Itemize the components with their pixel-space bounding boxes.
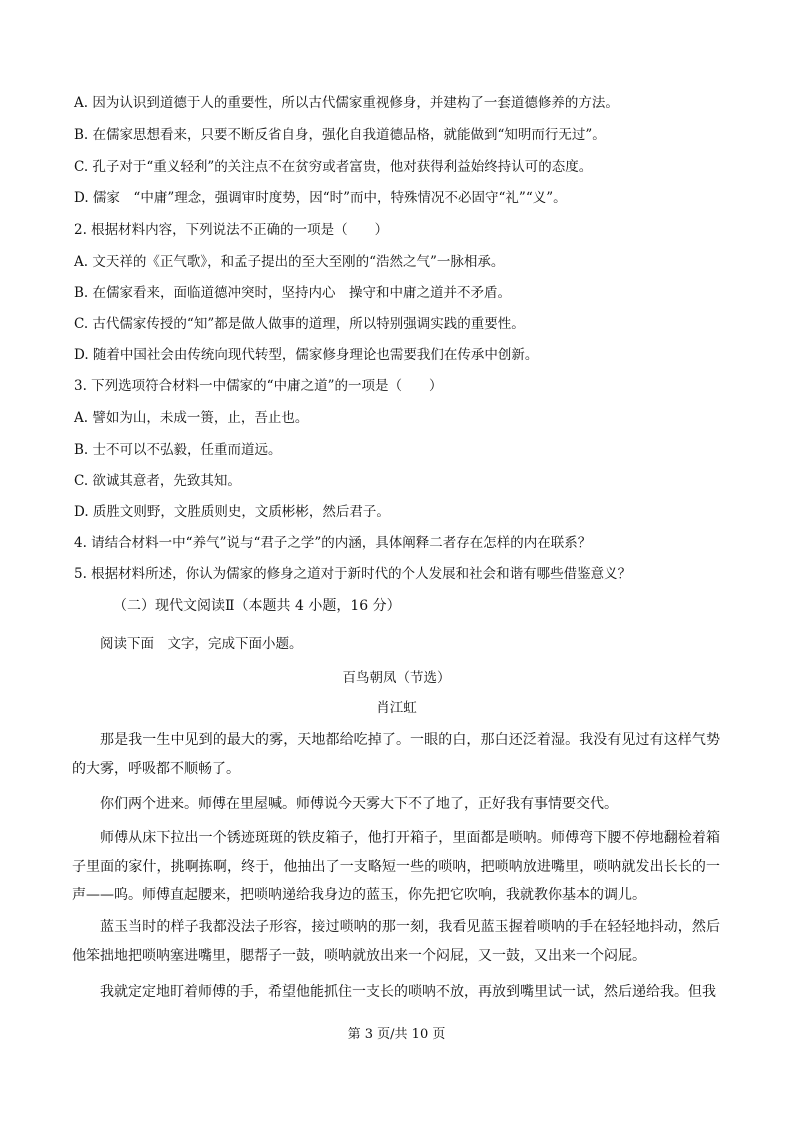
q2-option-d: D. 随着中国社会由传统向现代转型，儒家修身理论也需要我们在传承中创新。 xyxy=(74,347,539,363)
q3-option-d: D. 质胜文则野，文胜质则史，文质彬彬，然后君子。 xyxy=(74,504,390,520)
q3-stem: 3. 下列选项符合材料一中儒家的“中庸之道”的一项是（ ） xyxy=(74,378,443,394)
q1-option-a: A. 因为认识到道德于人的重要性，所以古代儒家重视修身，并建构了一套道德修养的方法。 xyxy=(74,95,619,111)
q2-option-a: A. 文天祥的《正气歌》，和孟子提出的至大至刚的“浩然之气”一脉相承。 xyxy=(74,254,505,270)
reading-instruction: 阅读下面 文字，完成下面小题。 xyxy=(100,636,303,652)
question-5: 5. 根据材料所述，你认为儒家的修身之道对于新时代的个人发展和社会和谐有哪些借鉴意义？ xyxy=(74,566,632,582)
q1-option-b: B. 在儒家思想看来，只要不断反省自身，强化自我道德品格，就能做到“知明而行无过”。 xyxy=(74,127,606,143)
q2-option-b: B. 在儒家看来，面临道德冲突时，坚持内心 操守和中庸之道并不矛盾。 xyxy=(74,285,512,301)
story-author: 肖江虹 xyxy=(376,700,417,716)
q2-option-c: C. 古代儒家传授的“知”都是做人做事的道理，所以特别强调实践的重要性。 xyxy=(74,316,525,332)
q2-stem: 2. 根据材料内容，下列说法不正确的一项是（ ） xyxy=(74,222,389,238)
question-4: 4. 请结合材料一中“养气”说与“君子之学”的内涵，具体阐释二者存在怎样的内在联系？ xyxy=(74,535,592,551)
section-heading: （二）现代文阅读Ⅱ（本题共 4 小题，16 分） xyxy=(113,598,401,614)
story-paragraph: 师傅从床下拉出一个锈迹斑斑的铁皮箱子，他打开箱子，里面都是唢呐。师傅弯下腰不停地翻检着箱子里面的家什，挑啊拣啊，终于，他抽出了一支略短一些的唢呐，把唢呐放进嘴里，唢呐就发出长长的一声——呜。师傅直起腰来，把唢呐递给我身边的蓝玉，你先把它吹响，我就教你基本的调儿。 xyxy=(72,830,720,904)
q1-option-d: D. 儒家 “中庸”理念，强调审时度势，因“时”而中，特殊情况不必固守“礼”“义”。 xyxy=(74,190,567,206)
story-paragraph: 那是我一生中见到的最大的雾，天地都给吃掉了。一眼的白，那白还泛着湿。我没有见过有这样气势的大雾，呼吸都不顺畅了。 xyxy=(72,732,720,777)
story-paragraph: 你们两个进来。师傅在里屋喊。师傅说今天雾大下不了地了，正好我有事情要交代。 xyxy=(100,796,618,812)
story-title: 百鸟朝凤（节选） xyxy=(342,670,451,686)
page-footer: 第 3 页/共 10 页 xyxy=(347,1027,446,1042)
q3-option-a: A. 譬如为山，未成一篑，止，吾止也。 xyxy=(74,410,309,426)
q3-option-c: C. 欲诚其意者，先致其知。 xyxy=(74,473,241,489)
story-paragraph: 我就定定地盯着师傅的手，希望他能抓住一支长的唢呐不放，再放到嘴里试一试，然后递给我。但我 xyxy=(100,984,716,1000)
story-paragraph: 蓝玉当时的样子我都没法子形容，接过唢呐的那一刻，我看见蓝玉握着唢呐的手在轻轻地抖动，然后他笨拙地把唢呐塞进嘴里，腮帮子一鼓，唢呐就放出来一个闷屁，又一鼓，又出来一个闷屁。 xyxy=(72,919,720,964)
q1-option-c: C. 孔子对于“重义轻利”的关注点不在贫穷或者富贵，他对获得利益始终持认可的态度。 xyxy=(74,159,593,175)
q3-option-b: B. 士不可以不弘毅，任重而道远。 xyxy=(74,442,282,458)
